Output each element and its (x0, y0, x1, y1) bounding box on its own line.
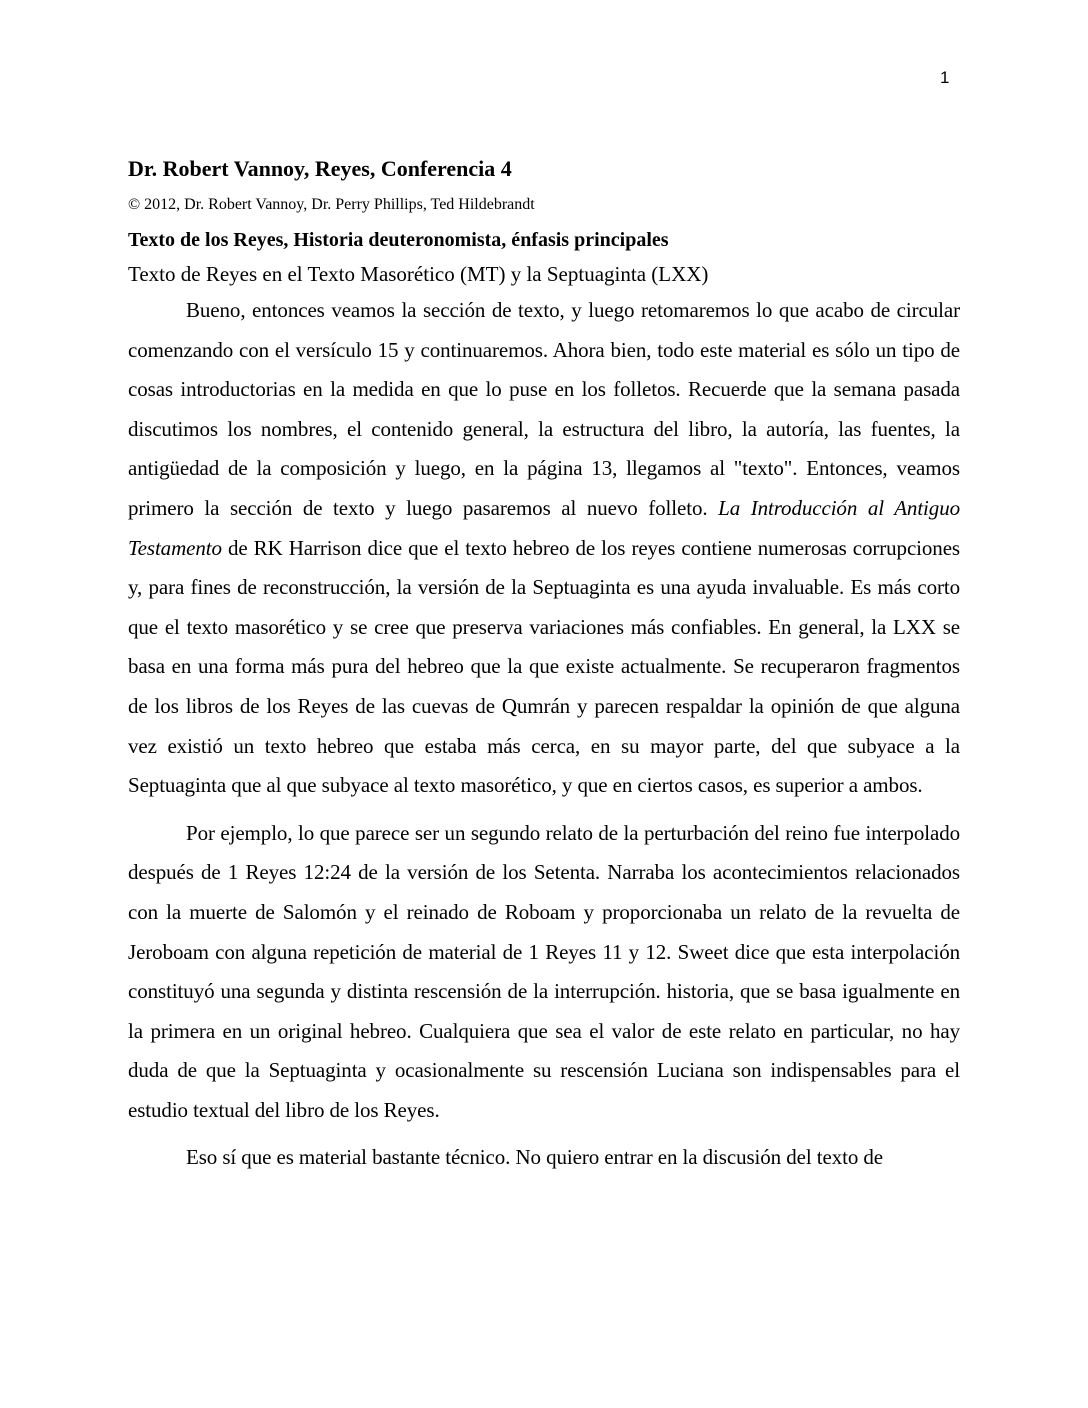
paragraph-1 (128, 291, 960, 806)
document-subtitle: Texto de los Reyes, Historia deuteronomista, énfasis principales (128, 229, 669, 251)
copyright-line: © 2012, Dr. Robert Vannoy, Dr. Perry Phillips, Ted Hildebrandt (128, 196, 535, 213)
paragraph-2: Por ejemplo, lo que parece ser un segundo relato de la perturbación del reino fue interpolado después de 1 Reyes 12:24 de la versión de los Setenta. Narraba los acontecimientos relacionados con la muerte de Salomón y el reinado de Roboam y proporcionaba un relato de la revuelta de Jeroboam con alguna repetición de material de 1 Reyes 11 y 12. Sweet dice que esta interpolación constituyó una segunda y distinta rescensión de la interrupción. historia, que se basa igualmente en la primera en un original hebreo. Cualquiera que sea el valor de este relato en particular, no hay duda de que la Septuaginta y ocasionalmente su rescensión Luciana son indispensables para el estudio textual del libro de los Reyes. (128, 820, 960, 1122)
document-content (128, 154, 960, 1178)
document-title: Dr. Robert Vannoy, Reyes, Conferencia 4 (128, 156, 512, 181)
section-heading: Texto de Reyes en el Texto Masorético (MT) y la Septuaginta (LXX) (128, 262, 709, 286)
paragraph-1-text-b: de RK Harrison dice que el texto hebreo de los reyes contiene numerosas corrupciones y, para fines de reconstrucción, la versión de la Septuaginta es una ayuda invaluable. Es más corto que el texto masorético y se cree que preserva variaciones más confiables. En general, la LXX se basa en una forma más pura del hebreo que la que existe actualmente. Se recuperaron fragmentos de los libros de los Reyes de las cuevas de Qumrán y parecen respaldar la opinión de que alguna vez existió un texto hebreo que estaba más cerca, en su mayor parte, del que subyace a la Septuaginta que al que subyace al texto masorético, y que en ciertos casos, es superior a ambos. (128, 535, 960, 798)
book-title-italic: La Introducción al Antiguo Testamento (128, 495, 960, 560)
paragraph-3: Eso sí que es material bastante técnico. No quiero entrar en la discusión del texto de (186, 1145, 884, 1170)
paragraph-1-text-a: Bueno, entonces veamos la sección de texto, y luego retomaremos lo que acabo de circular comenzando con el versículo 15 y continuaremos. Ahora bien, todo este material es sólo un tipo de cosas introductorias en la medida en que lo puse en los folletos. Recuerde que la semana pasada discutimos los nombres, el contenido general, la estructura del libro, la autoría, las fuentes, la antigüedad de la composición y luego, en la página 13, llegamos al "texto". Entonces, veamos primero la sección de texto y luego pasaremos al nuevo folleto. (128, 298, 960, 520)
page-number: 1 (940, 68, 950, 87)
